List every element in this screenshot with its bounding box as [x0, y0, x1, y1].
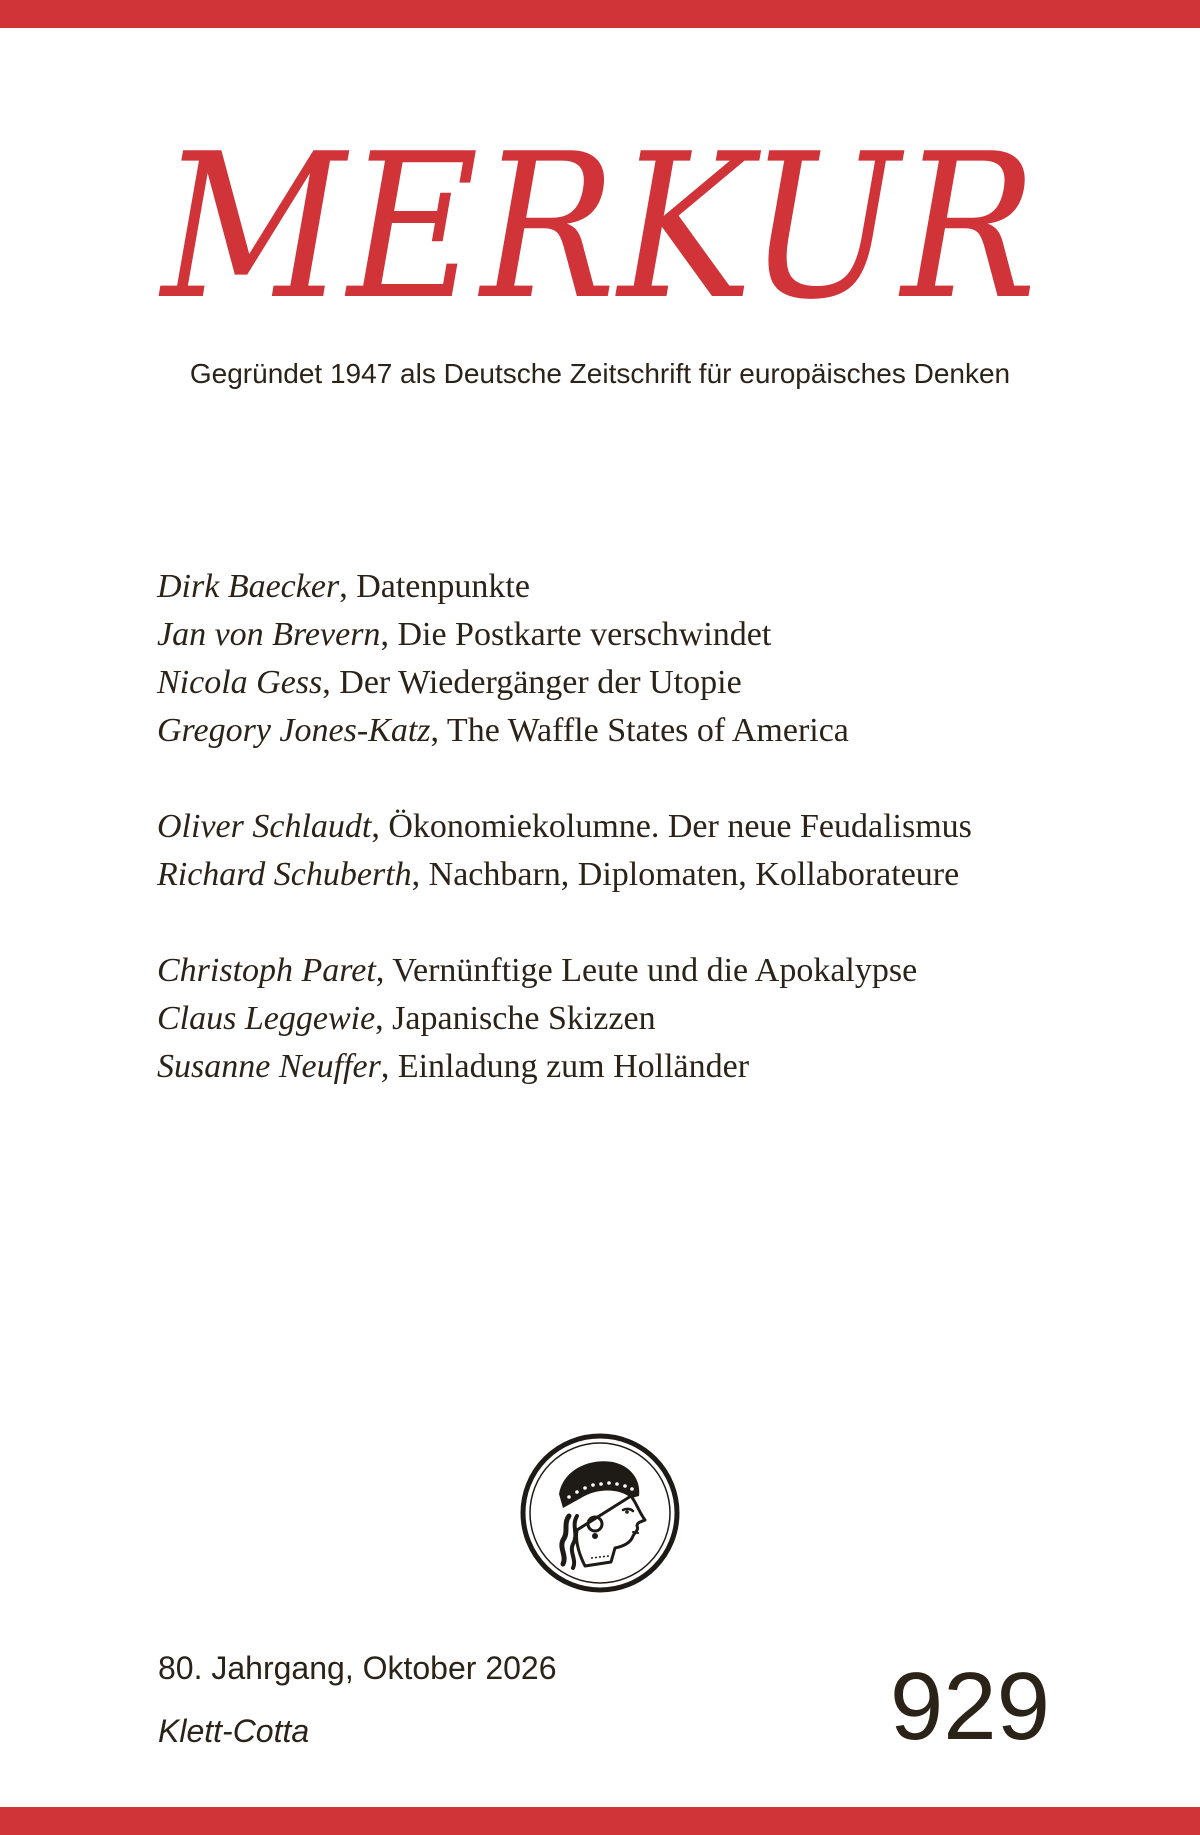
toc-separator: ,	[375, 952, 393, 989]
toc-group	[157, 947, 1157, 1091]
toc-group	[157, 563, 1157, 755]
toc-separator: ,	[411, 856, 429, 893]
toc-author: Jan von Brevern	[157, 616, 381, 653]
toc-author: Oliver Schlaudt	[157, 808, 372, 845]
toc-title: Der Wiedergänger der Utopie	[339, 664, 742, 701]
toc-separator: ,	[322, 664, 340, 701]
toc-author: Richard Schuberth	[157, 856, 412, 893]
toc-author: Dirk Baecker	[157, 568, 340, 605]
toc-entry	[157, 707, 1157, 755]
toc-title: Einladung zum Holländer	[397, 1048, 750, 1085]
toc-group	[157, 803, 1157, 899]
toc-separator: ,	[380, 616, 398, 653]
toc-author: Nicola Gess	[157, 664, 323, 701]
toc-separator: ,	[371, 808, 389, 845]
hermes-head-coin-icon	[519, 1432, 681, 1594]
toc-separator: ,	[339, 568, 357, 605]
toc-separator: ,	[380, 1048, 398, 1085]
toc-author: Gregory Jones-Katz	[157, 712, 431, 749]
toc-author: Claus Leggewie	[157, 1000, 376, 1037]
toc-title: The Waffle States of America	[446, 712, 849, 749]
top-red-bar	[0, 0, 1200, 28]
toc-title: Japanische Skizzen	[392, 1000, 656, 1037]
toc-title: Die Postkarte verschwindet	[397, 616, 772, 653]
volume-date: 80. Jahrgang, Oktober 2026	[158, 1650, 557, 1686]
toc-entry	[157, 659, 1157, 707]
toc-separator: ,	[375, 1000, 393, 1037]
toc-title: Nachbarn, Diplomaten, Kollaborateure	[428, 856, 960, 893]
toc-entry	[157, 947, 1157, 995]
toc-entry	[157, 563, 1157, 611]
masthead-title: MERKUR	[161, 111, 1039, 344]
toc-entry	[157, 995, 1157, 1043]
issue-number: 929	[889, 1653, 1050, 1760]
toc-entry	[157, 1043, 1157, 1091]
bottom-red-bar	[0, 1807, 1200, 1835]
toc-title: Vernünftige Leute und die Apokalypse	[392, 952, 918, 989]
table-of-contents	[157, 563, 1157, 1139]
toc-author: Christoph Paret	[157, 952, 376, 989]
toc-author: Susanne Neuffer	[157, 1048, 381, 1085]
toc-entry	[157, 803, 1157, 851]
masthead-tagline: Gegründet 1947 als Deutsche Zeitschrift für europäisches Denken	[189, 358, 1011, 389]
toc-title: Datenpunkte	[356, 568, 530, 605]
toc-separator: ,	[430, 712, 447, 749]
toc-entry	[157, 611, 1157, 659]
toc-entry	[157, 851, 1157, 899]
publisher-name: Klett-Cotta	[158, 1713, 310, 1749]
toc-title: Ökonomiekolumne. Der neue Feudalismus	[388, 808, 972, 845]
